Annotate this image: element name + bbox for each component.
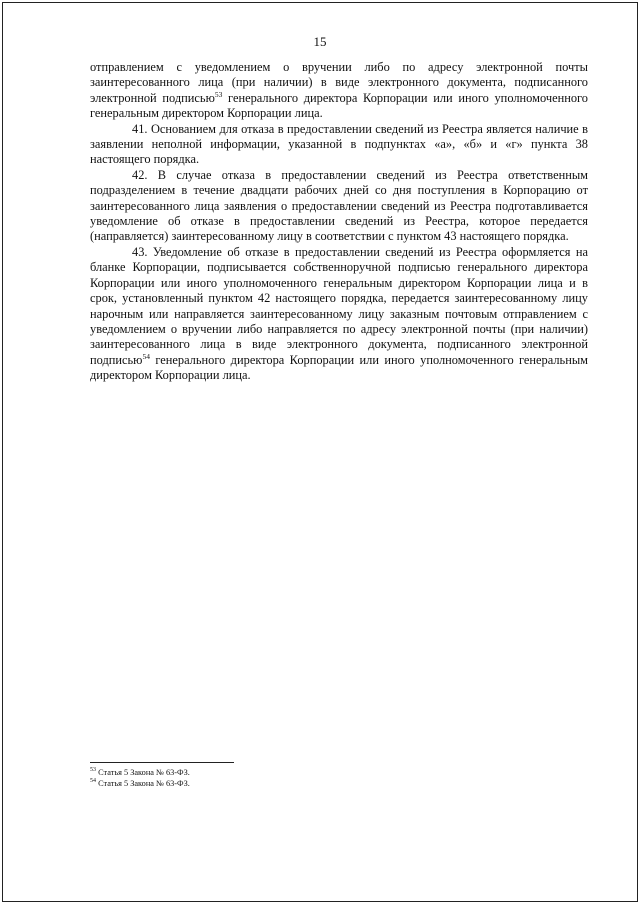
page-number: 15 — [313, 34, 327, 49]
paragraph-text: отправлением с уведомлением о вручении либо по адресу электронной почты заинтересованного лица (при наличии) в виде электронного документа, подписанного электронной подписью — [90, 60, 588, 105]
footnote-reference: 53 — [214, 89, 223, 99]
paragraph-text: 43. Уведомление об отказе в предоставлении сведений из Реестра оформляется на бланке Корпорации, подписывается собственноручной подписью генерального директора Корпорации или иного уполномоченного генеральным директором Корпорации лица и в срок, установленный пунктом 42 настоящего порядка, передается заинтересованному лицу нарочным или направляется заинтересованному лицу заказным почтовым отправлением с уведомлением о вручении либо направляется по адресу электронной почты (при наличии) заинтересованного лица в виде электронного документа, подписанного электронной подписью — [90, 244, 588, 367]
footnotes — [90, 767, 490, 789]
footnote-separator — [90, 762, 234, 763]
paragraph-text: генерального директора Корпорации или иного уполномоченного генеральным директором Корпорации лица. — [90, 90, 588, 121]
footnote-number: 53 — [90, 767, 96, 774]
paragraph-41: 41. Основанием для отказа в предоставлении сведений из Реестра является наличие в заявлении неполной информации, указанной в подпунктах «а», «б» и «г» пункта 38 настоящего порядка. — [90, 121, 588, 167]
footnote-text: Статья 5 Закона № 63-ФЗ. — [96, 768, 190, 777]
paragraph-continuation — [90, 60, 588, 122]
document-body — [90, 60, 588, 384]
footnote — [90, 778, 490, 789]
footnote — [90, 767, 490, 778]
footnote-reference: 54 — [142, 351, 150, 361]
paragraph-42: 42. В случае отказа в предоставлении сведений из Реестра ответственным подразделением в течение двадцати рабочих дней со дня поступления в Корпорацию от заинтересованного лица заявления о предоставлении сведений из Реестра подготавливается уведомление об отказе в предоставлении сведений из Реестра, которое передается (направляется) заинтересованному лицу в соответствии с пунктом 43 настоящего порядка. — [90, 167, 588, 244]
footnote-number: 54 — [90, 778, 96, 785]
footnote-text: Статья 5 Закона № 63-ФЗ. — [96, 779, 190, 788]
paragraph-43 — [90, 245, 588, 384]
paragraph-text: генерального директора Корпорации или иного уполномоченного генеральным директором Корпорации лица. — [90, 352, 588, 383]
